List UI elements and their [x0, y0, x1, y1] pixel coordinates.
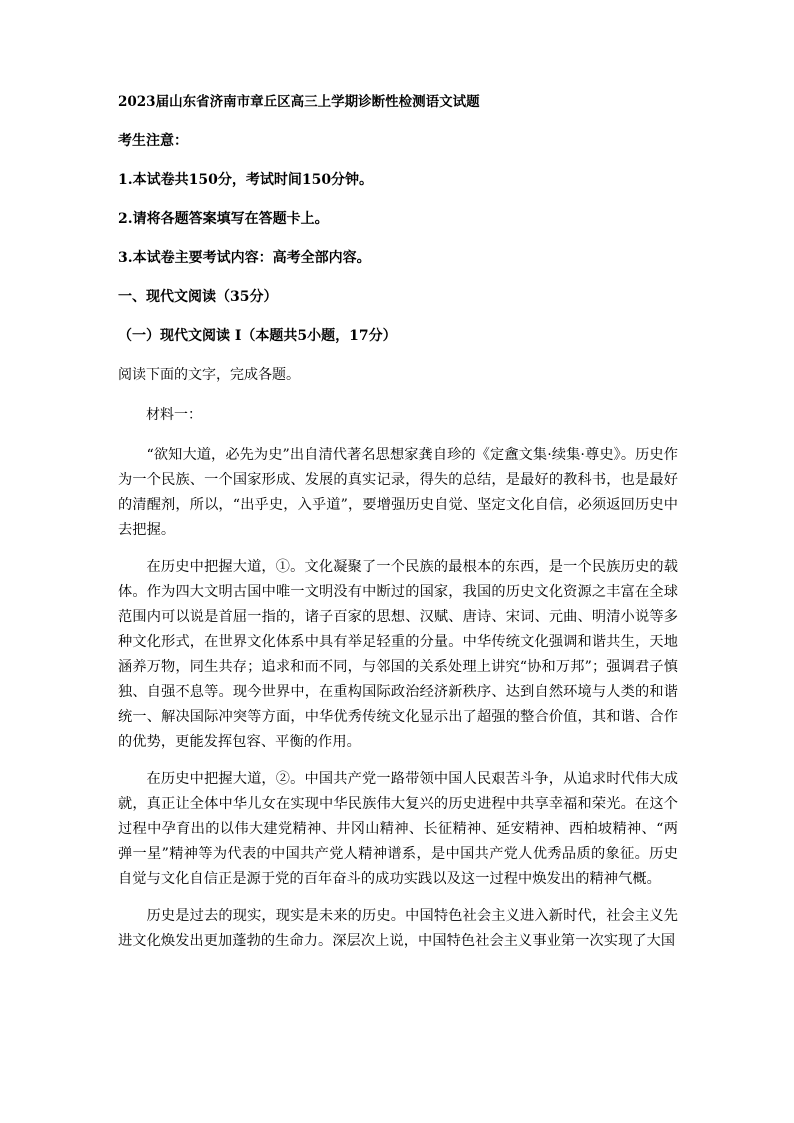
document-body: [118, 92, 678, 966]
notice-item: 3.本试卷主要考试内容：高考全部内容。: [118, 250, 371, 266]
body-paragraph: 历史是过去的现实，现实是未来的历史。中国特色社会主义进入新时代，社会主义先进文化焕发出更加蓬勃的生命力。深层次上说，中国特色社会主义事业第一次实现了大国: [118, 908, 678, 949]
body-paragraph: “欲知大道，必先为史”出自清代著名思想家龚自珍的《定盦文集·续集·尊史》。历史作为一个民族、一个国家形成、发展的真实记录，得失的总结，是最好的教科书，也是最好的清醒剂，所以，“出乎史，入乎道”，要增强历史自觉、坚定文化自信，必须返回历史中去把握。: [118, 447, 678, 538]
material-label: 材料一：: [146, 407, 202, 423]
notice-item: 2.请将各题答案填写在答题卡上。: [118, 211, 329, 227]
body-paragraph: 在历史中把握大道，②。中国共产党一路带领中国人民艰苦斗争，从追求时代伟大成就，真正让全体中华儿女在实现中华民族伟大复兴的历史进程中共享幸福和荣光。在这个过程中孕育出的以伟大建党精神、井冈山精神、长征精神、延安精神、西柏坡精神、“两弹一星”精神等为代表的中国共产党人精神谱系，是中国共产党人优秀品质的象征。历史自觉与文化自信正是源于党的百年奋斗的成功实践以及这一过程中焕发出的精神气概。: [118, 771, 678, 887]
body-paragraph: 在历史中把握大道，①。文化凝聚了一个民族的最根本的东西，是一个民族历史的载体。作为四大文明古国中唯一文明没有中断过的国家，我国的历史文化资源之丰富在全球范围内可以说是首屈一指的，诸子百家的思想、汉赋、唐诗、宋词、元曲、明清小说等多种文化形式，在世界文化体系中具有举足轻重的分量。中华传统文化强调和谐共生，天地涵养万物，同生共存；追求和而不同，与邻国的关系处理上讲究“协和万邦”；强调君子慎独、自强不息等。现今世界中，在重构国际政治经济新秩序、达到自然环境与人类的和谐统一、解决国际冲突等方面，中华优秀传统文化显示出了超强的整合价值，其和谐、合作的优势，更能发挥包容、平衡的作用。: [118, 559, 678, 750]
notice-heading: 考生注意：: [118, 133, 188, 149]
subsection-heading: （一）现代文阅读 I（本题共5小题，17分）: [118, 328, 397, 344]
section-heading: 一、现代文阅读（35分）: [118, 289, 278, 305]
instruction-text: 阅读下面的文字，完成各题。: [118, 367, 300, 383]
notice-item: 1.本试卷共150分，考试时间150分钟。: [118, 172, 374, 188]
document-title: 2023届山东省济南市章丘区高三上学期诊断性检测语文试题: [118, 94, 480, 110]
